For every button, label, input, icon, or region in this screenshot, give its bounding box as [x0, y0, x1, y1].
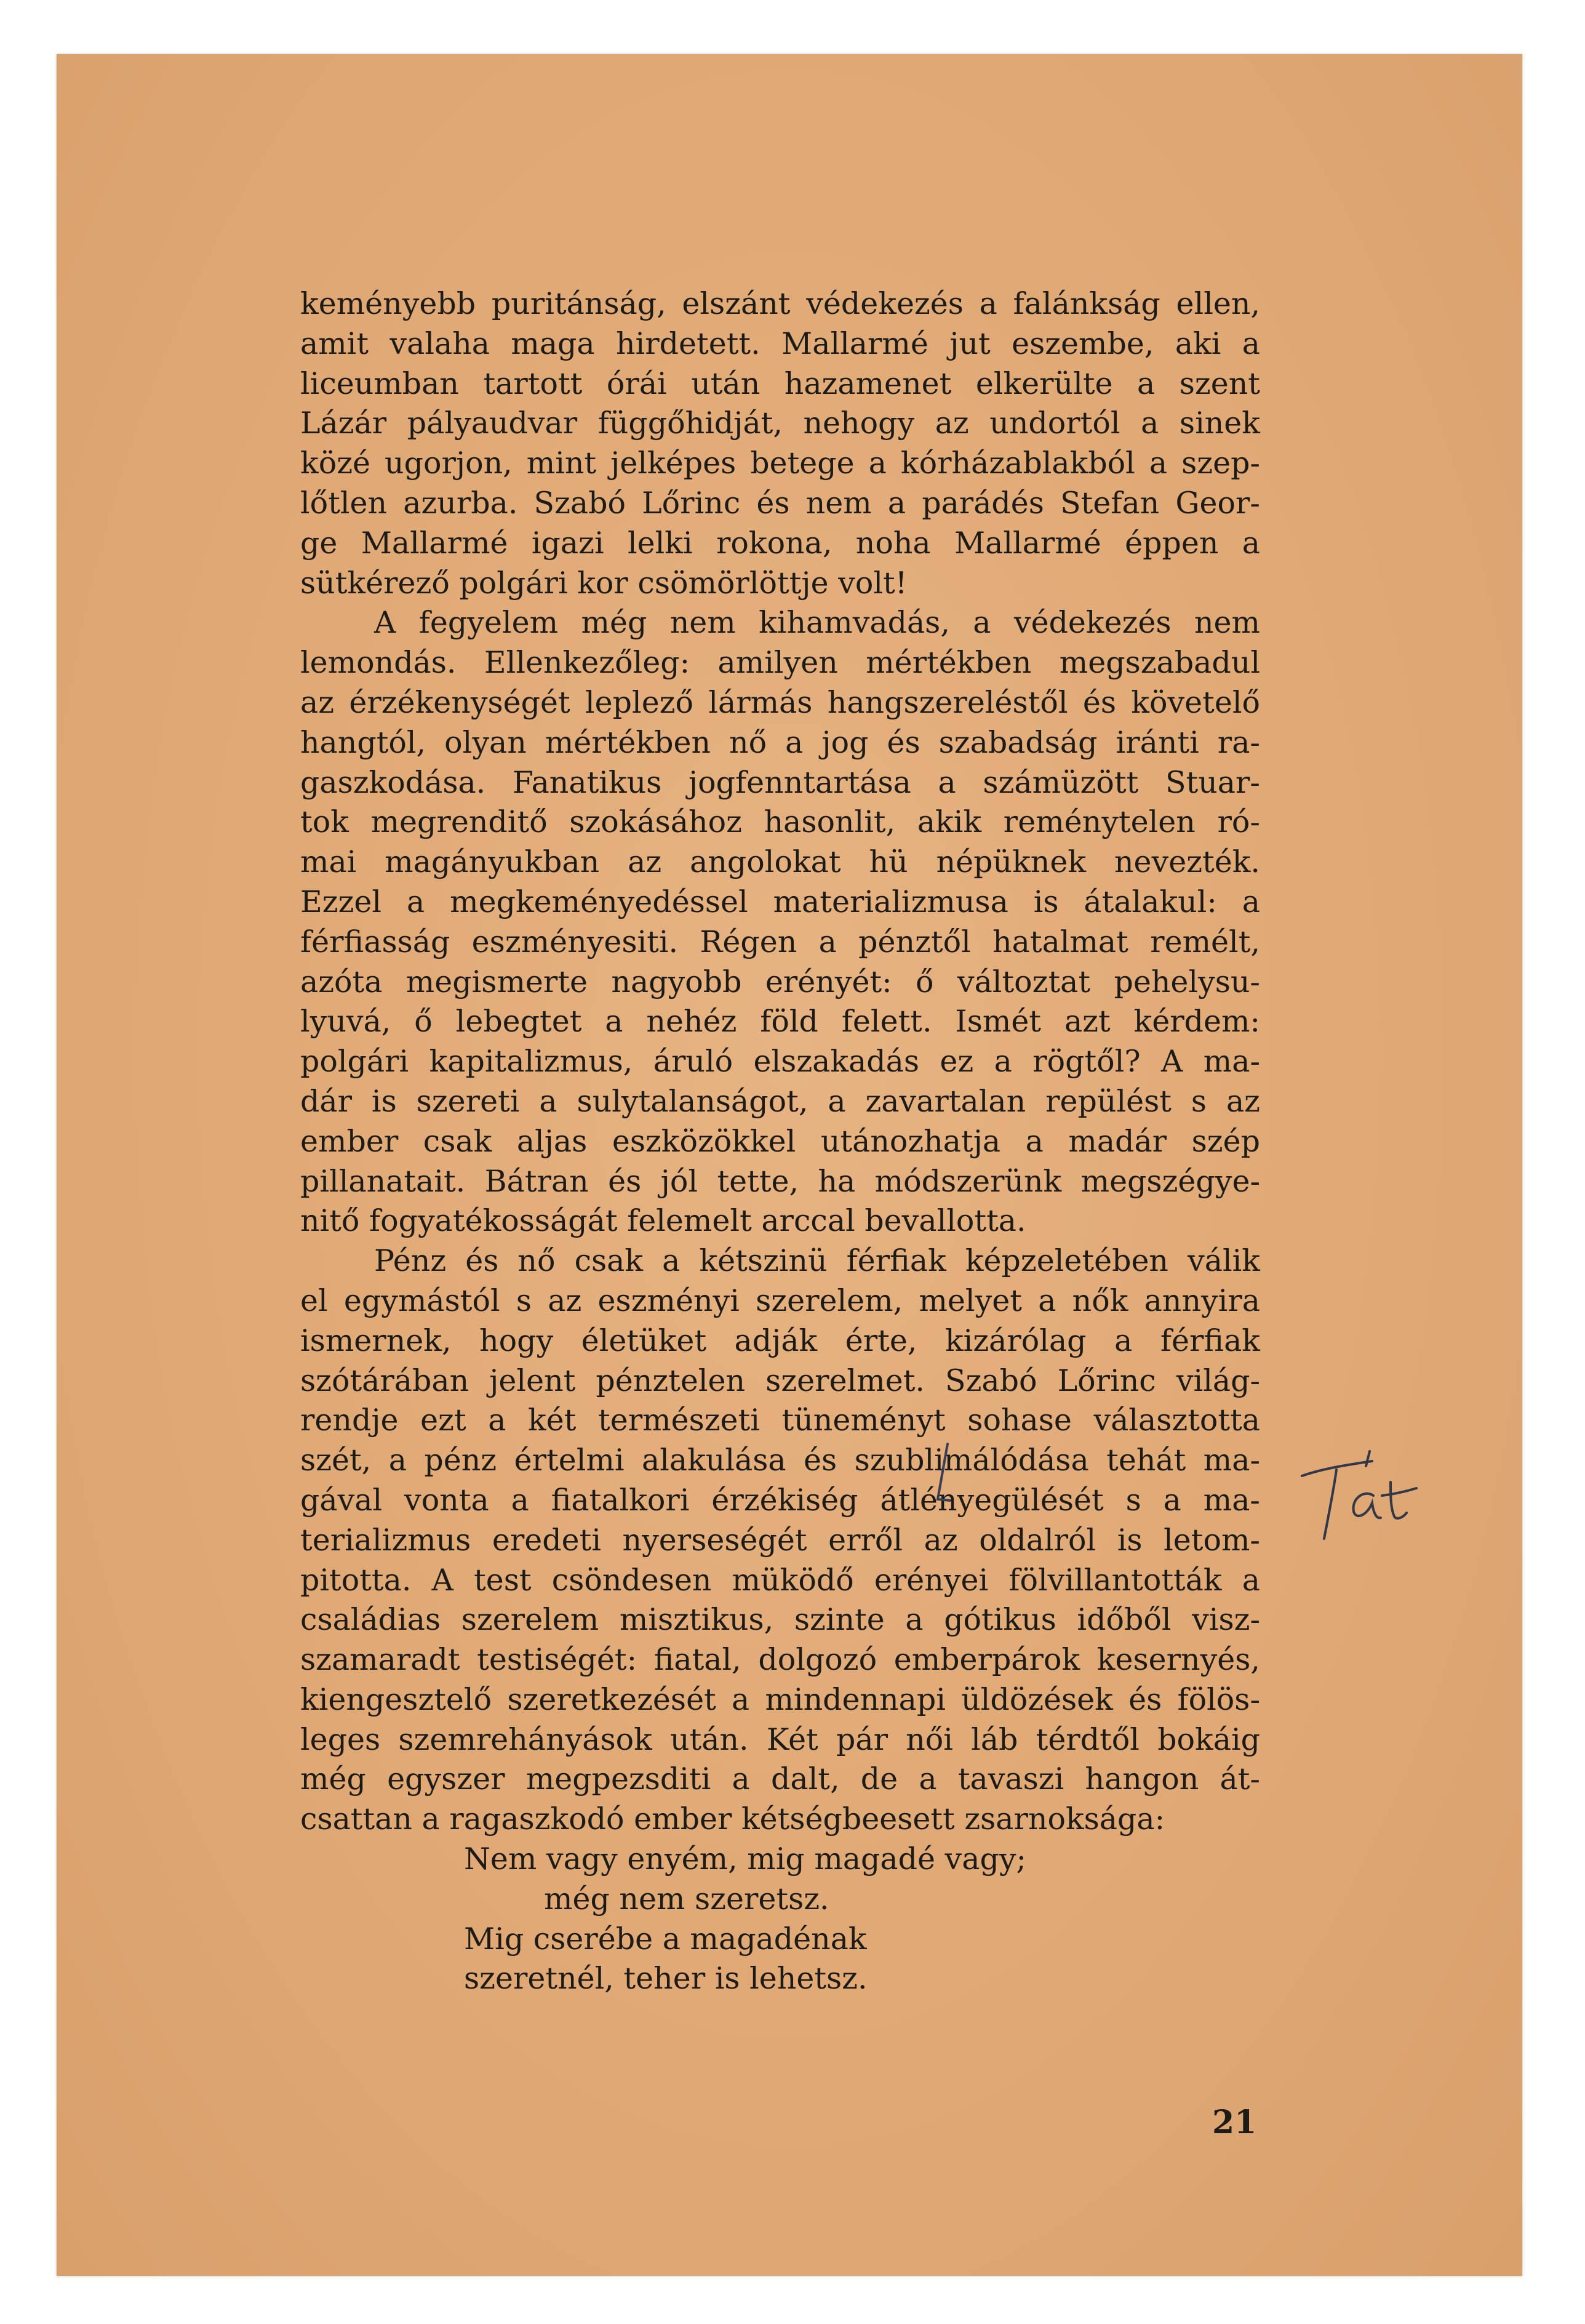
verse-line: Mig cserébe a magadénak — [464, 1921, 867, 1957]
text-line: el egymástól s az eszményi szerelem, melyet a nők annyira — [300, 1283, 1260, 1318]
text-line: még egyszer megpezsditi a dalt, de a tavaszi hangon át- — [300, 1761, 1260, 1797]
verse-line: még nem szeretsz. — [544, 1881, 829, 1917]
text-line: keményebb puritánság, elszánt védekezés a falánkság ellen, — [300, 286, 1260, 321]
text-line: ge Mallarmé igazi lelki rokona, noha Mallarmé éppen a — [300, 525, 1260, 561]
text-line: nitő fogyatékosságát felemelt arccal bevallotta. — [300, 1203, 1026, 1239]
text-line: gaszkodása. Fanatikus jogfenntartása a számüzött Stuar- — [300, 764, 1260, 800]
text-line: terializmus eredeti nyerseségét erről az oldalról is letom- — [300, 1522, 1260, 1558]
text-line: ember csak aljas eszközökkel utánozhatja a madár szép — [300, 1123, 1260, 1159]
text-line: közé ugorjon, mint jelképes betege a kórházablakból a szep- — [300, 446, 1260, 481]
verse-line: Nem vagy enyém, mig magadé vagy; — [464, 1841, 1027, 1877]
page-number: 21 — [1212, 2104, 1257, 2141]
text-line: szét, a pénz értelmi alakulása és szublimálódása tehát ma- — [300, 1443, 1260, 1478]
text-line: pitotta. A test csöndesen müködő erényei fölvillantották a — [300, 1562, 1260, 1598]
text-line: gával vonta a fiatalkori érzékiség átlényegülését s a ma- — [300, 1482, 1260, 1518]
text-line: az érzékenységét leplező lármás hangszereléstől és követelő — [300, 684, 1260, 720]
text-line: amit valaha maga hirdetett. Mallarmé jut eszembe, aki a — [300, 326, 1260, 361]
text-line: Lázár pályaudvar függőhidját, nehogy az undortól a sinek — [300, 406, 1260, 441]
text-line: A fegyelem még nem kihamvadás, a védekezés nem — [374, 605, 1260, 641]
text-line: lemondás. Ellenkezőleg: amilyen mértékben megszabadul — [300, 645, 1260, 681]
text-line: liceumban tartott órái után hazamenet elkerülte a szent — [300, 366, 1260, 401]
text-line: családias szerelem misztikus, szinte a gótikus időből visz- — [300, 1602, 1260, 1638]
text-line: hangtól, olyan mértékben nő a jog és szabadság iránti ra- — [300, 724, 1260, 760]
handwritten-margin-note — [1298, 1439, 1421, 1544]
text-line: azóta megismerte nagyobb erényét: ő változtat pehelysu- — [300, 964, 1260, 1000]
text-line: polgári kapitalizmus, áruló elszakadás ez a rögtől? A ma- — [300, 1044, 1260, 1080]
verse-line: szeretnél, teher is lehetsz. — [464, 1961, 868, 1997]
text-line: tok megrenditő szokásához hasonlit, akik reménytelen ró- — [300, 804, 1260, 840]
text-line: szótárában jelent pénztelen szerelmet. Szabó Lőrinc világ- — [300, 1363, 1260, 1398]
text-line: sütkérező polgári kor csömörlöttje volt! — [300, 565, 908, 601]
text-line: rendje ezt a két természeti tüneményt sohase választotta — [300, 1403, 1260, 1438]
text-line: csattan a ragaszkodó ember kétségbeesett zsarnoksága: — [300, 1801, 1165, 1837]
text-line: leges szemrehányások után. Két pár női láb térdtől bokáig — [300, 1721, 1260, 1757]
text-line: kiengesztelő szeretkezését a mindennapi üldözések és fölös- — [300, 1681, 1260, 1717]
body-text — [300, 284, 1260, 1999]
text-line: ismernek, hogy életüket adják érte, kizárólag a férfiak — [300, 1323, 1260, 1358]
text-line: szamaradt testiségét: fiatal, dolgozó emberpárok kesernyés, — [300, 1642, 1260, 1678]
text-line: férfiasság eszményesiti. Régen a pénztől hatalmat remélt, — [300, 924, 1260, 960]
text-line: dár is szereti a sulytalanságot, a zavartalan repülést s az — [300, 1083, 1260, 1119]
text-line: pillanatait. Bátran és jól tette, ha módszerünk megszégye- — [300, 1163, 1260, 1199]
text-line: Pénz és nő csak a kétszinü férfiak képzeletében válik — [374, 1243, 1260, 1279]
text-line: lyuvá, ő lebegtet a nehéz föld felett. Ismét azt kérdem: — [300, 1004, 1260, 1040]
text-line: Ezzel a megkeményedéssel materializmusa is átalakul: a — [300, 884, 1260, 920]
text-line: mai magányukban az angolokat hü népüknek nevezték. — [300, 844, 1260, 880]
text-line: lőtlen azurba. Szabó Lőrinc és nem a parádés Stefan Geor- — [300, 485, 1260, 521]
insertion-mark — [929, 1440, 954, 1508]
